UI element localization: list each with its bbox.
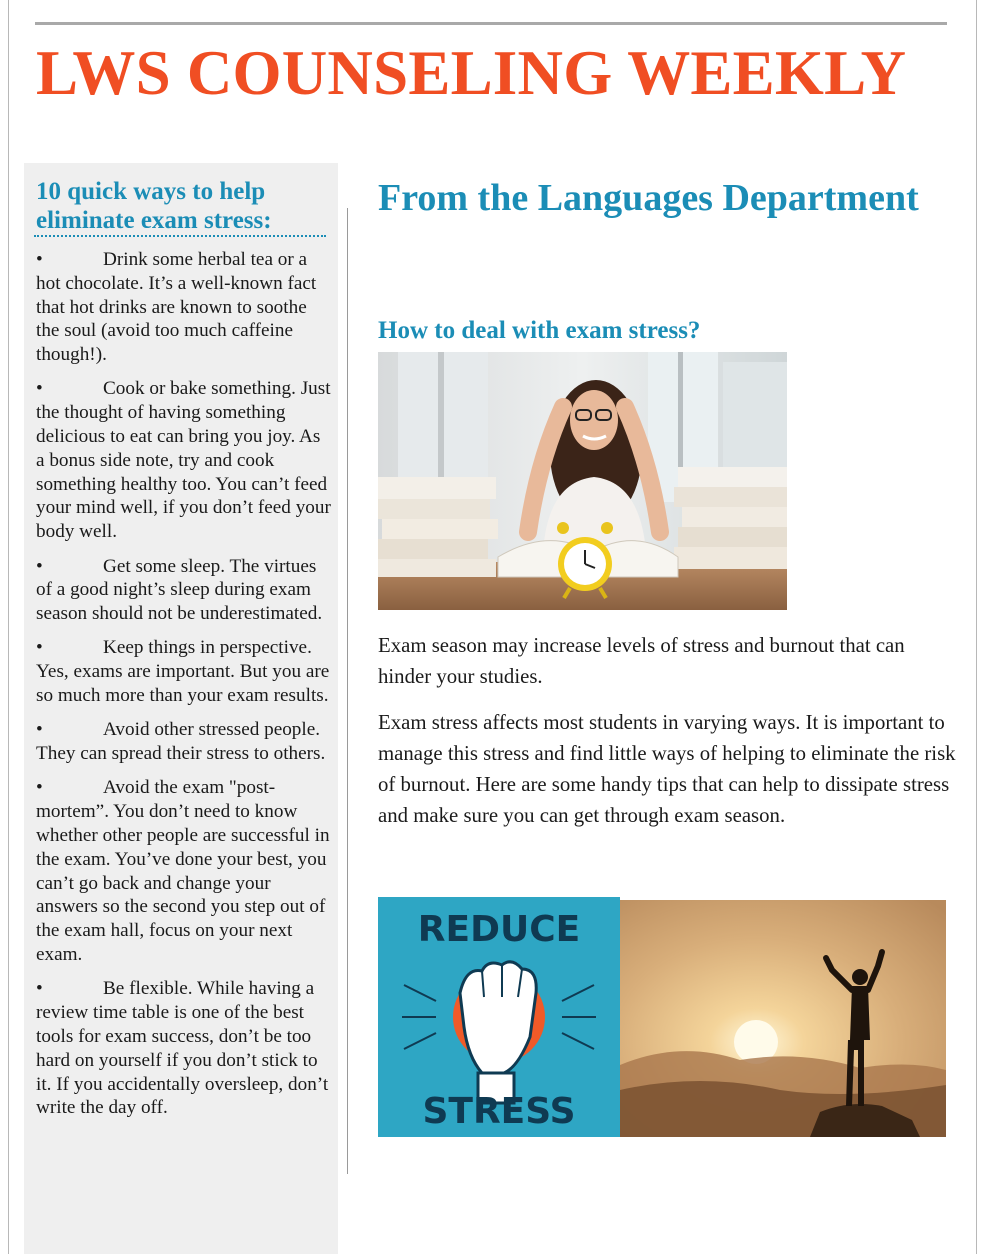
tip-text: Cook or bake something. Just the thought of having something delicious to eat can bring you joy. As a bonus side note, try and cook something healthy too. You can’t feed your mind well, if you don’t feed your body well. <box>36 378 331 543</box>
column-divider <box>347 208 348 1174</box>
tips-list <box>36 248 332 1131</box>
tip-item <box>36 377 332 544</box>
tip-text: Avoid the exam "post-mortem”. You don’t need to know whether other people are successful in the exam. You’ve done your best, you can’t go back and change your answers so the second you step out of the exam hall, focus on your next exam. <box>36 777 330 966</box>
top-rule <box>35 22 947 25</box>
tip-item <box>36 248 332 367</box>
article-body <box>378 630 958 846</box>
bullet: • <box>36 719 43 741</box>
tip-text: Get some sleep. The virtues of a good night’s sleep during exam season should not be underestimated. <box>36 555 323 625</box>
tip-item <box>36 555 332 626</box>
sidebar-dotted-divider <box>34 235 326 237</box>
tips-sidebar <box>24 163 338 1254</box>
student-stress-illustration <box>378 352 787 610</box>
bullet: • <box>36 555 43 577</box>
reduce-stress-graphic <box>378 897 620 1137</box>
article-paragraph: Exam stress affects most students in varying ways. It is important to manage this stress and find little ways of helping to eliminate the risk of burnout. Here are some handy tips that can help to dissipate stress and make sure you can get through exam season. <box>378 711 956 827</box>
article-paragraph: Exam season may increase levels of stress and burnout that can hinder your studies. <box>378 634 905 688</box>
tip-text: Be flexible. While having a review time table is one of the best tools for exam success, don’t be too hard on yourself if you don’t stick to it. If you accidentally oversleep, don’t write the day off. <box>36 978 329 1119</box>
page-right-edge <box>976 0 977 1254</box>
graphic-word-top: REDUCE <box>417 909 581 950</box>
tip-item <box>36 977 332 1120</box>
bullet: • <box>36 249 43 270</box>
tip-text: Drink some herbal tea or a hot chocolate. It’s a well-known fact that hot drinks are known to soothe the soul (avoid too much caffeine though!). <box>36 249 317 366</box>
page-left-edge <box>8 0 9 1254</box>
department-title: From the Languages Department <box>378 177 919 219</box>
bullet: • <box>36 637 43 659</box>
bullet: • <box>36 777 43 799</box>
tip-item <box>36 636 332 707</box>
bullet: • <box>36 978 43 1000</box>
sunset-victory-photo <box>620 900 946 1137</box>
reduce-stress-illustration <box>378 897 620 1137</box>
tip-item <box>36 776 332 966</box>
newsletter-title: LWS COUNSELING WEEKLY <box>36 38 907 108</box>
tip-item <box>36 718 332 766</box>
bullet: • <box>36 378 43 400</box>
sunset-silhouette-illustration <box>620 900 946 1137</box>
tip-text: Avoid other stressed people. They can spread their stress to others. <box>36 719 326 765</box>
student-stress-photo <box>378 352 787 610</box>
sidebar-heading: 10 quick ways to help eliminate exam stress: <box>36 178 272 234</box>
article-subtitle: How to deal with exam stress? <box>378 317 701 344</box>
tip-text: Keep things in perspective. Yes, exams are important. But you are so much more than your exam results. <box>36 637 330 707</box>
graphic-word-bottom: STRESS <box>422 1091 576 1132</box>
